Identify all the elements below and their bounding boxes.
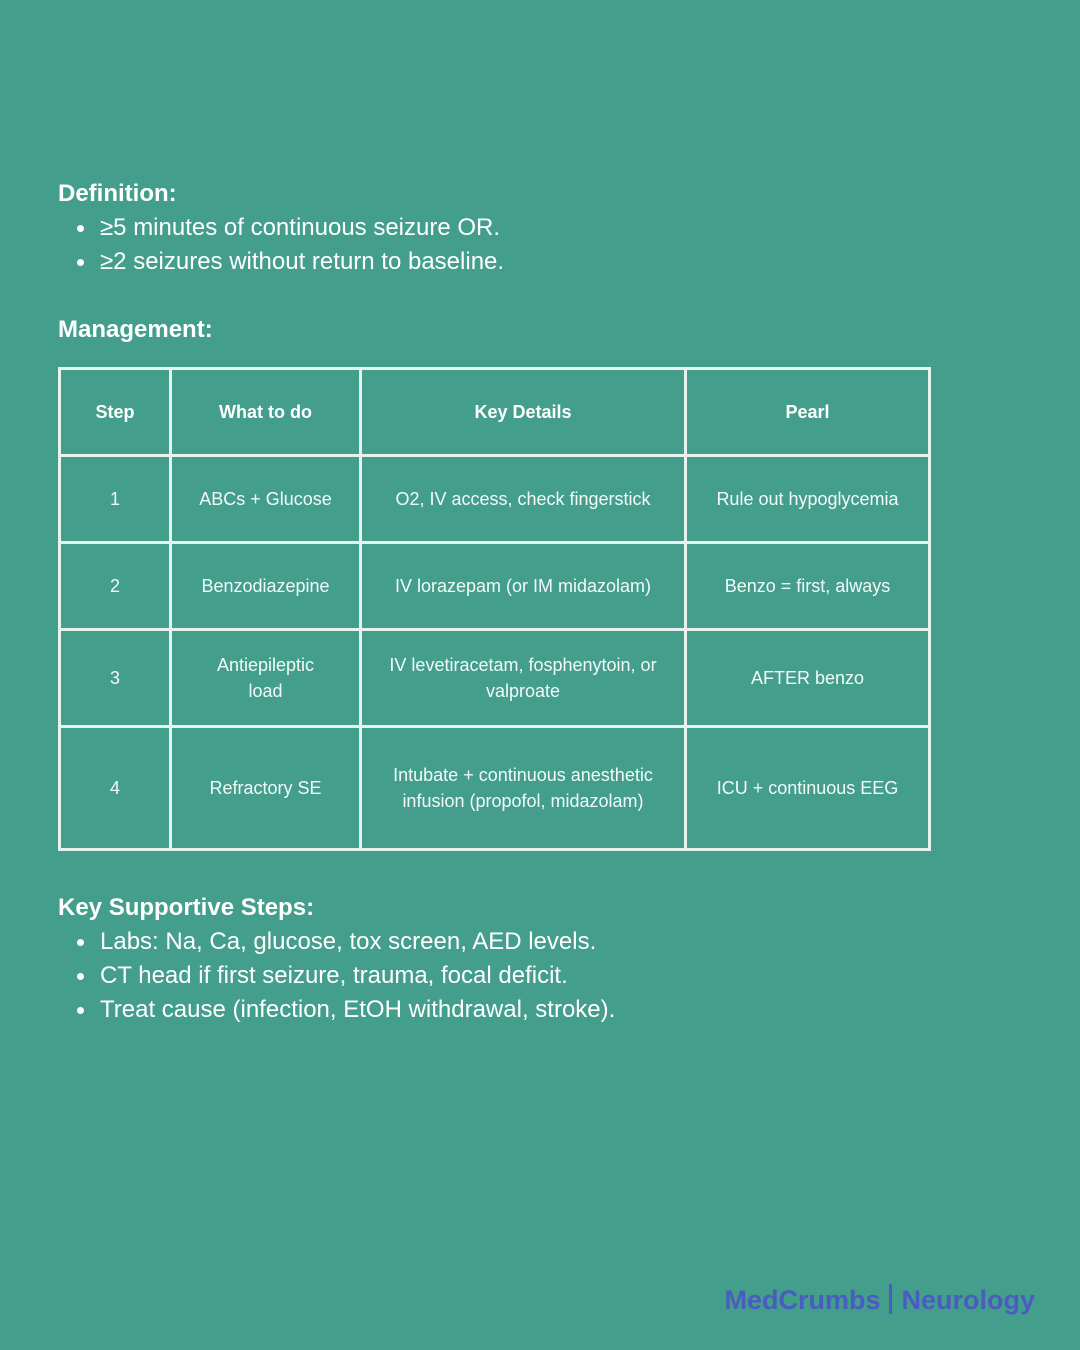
list-item: ≥2 seizures without return to baseline.: [58, 245, 504, 279]
table-row: [60, 630, 930, 727]
header-what-to-do: What to do: [171, 369, 361, 456]
cell-what-to-do: Benzodiazepine: [171, 543, 361, 630]
cell-key-details: O2, IV access, check fingerstick: [361, 456, 686, 543]
list-item: Treat cause (infection, EtOH withdrawal, stroke).: [58, 993, 615, 1027]
list-item: Labs: Na, Ca, glucose, tox screen, AED levels.: [58, 925, 615, 959]
cell-what-to-do: Refractory SE: [171, 727, 361, 850]
header-key-details: Key Details: [361, 369, 686, 456]
management-heading: Management:: [58, 316, 213, 343]
table-row: [60, 543, 930, 630]
header-step: Step: [60, 369, 171, 456]
list-item: CT head if first seizure, trauma, focal deficit.: [58, 959, 615, 993]
cell-key-details: IV levetiracetam, fosphenytoin, or valproate: [361, 630, 686, 727]
table-header-row: [60, 369, 930, 456]
cell-key-details: Intubate + continuous anesthetic infusion (propofol, midazolam): [361, 727, 686, 850]
supportive-list: [58, 925, 615, 1027]
cell-key-details: IV lorazepam (or IM midazolam): [361, 543, 686, 630]
cell-pearl: Benzo = first, always: [686, 543, 930, 630]
list-item: ≥5 minutes of continuous seizure OR.: [58, 211, 504, 245]
definition-list: [58, 211, 504, 279]
brand-section: Neurology: [901, 1285, 1035, 1315]
supportive-heading: Key Supportive Steps:: [58, 894, 315, 921]
cell-step: 3: [60, 630, 171, 727]
cell-pearl: Rule out hypoglycemia: [686, 456, 930, 543]
header-pearl: Pearl: [686, 369, 930, 456]
brand-name: MedCrumbs: [724, 1285, 881, 1315]
table-row: [60, 727, 930, 850]
cell-step: 4: [60, 727, 171, 850]
definition-heading: Definition:: [58, 180, 177, 207]
table-row: [60, 456, 930, 543]
cell-pearl: ICU + continuous EEG: [686, 727, 930, 850]
management-table: [58, 367, 931, 851]
brand-logo: [724, 1283, 1035, 1317]
cell-pearl: AFTER benzo: [686, 630, 930, 727]
cell-what-to-do: Antiepileptic load: [171, 630, 361, 727]
cell-step: 1: [60, 456, 171, 543]
cell-what-to-do: ABCs + Glucose: [171, 456, 361, 543]
brand-divider: [889, 1284, 892, 1314]
cell-step: 2: [60, 543, 171, 630]
